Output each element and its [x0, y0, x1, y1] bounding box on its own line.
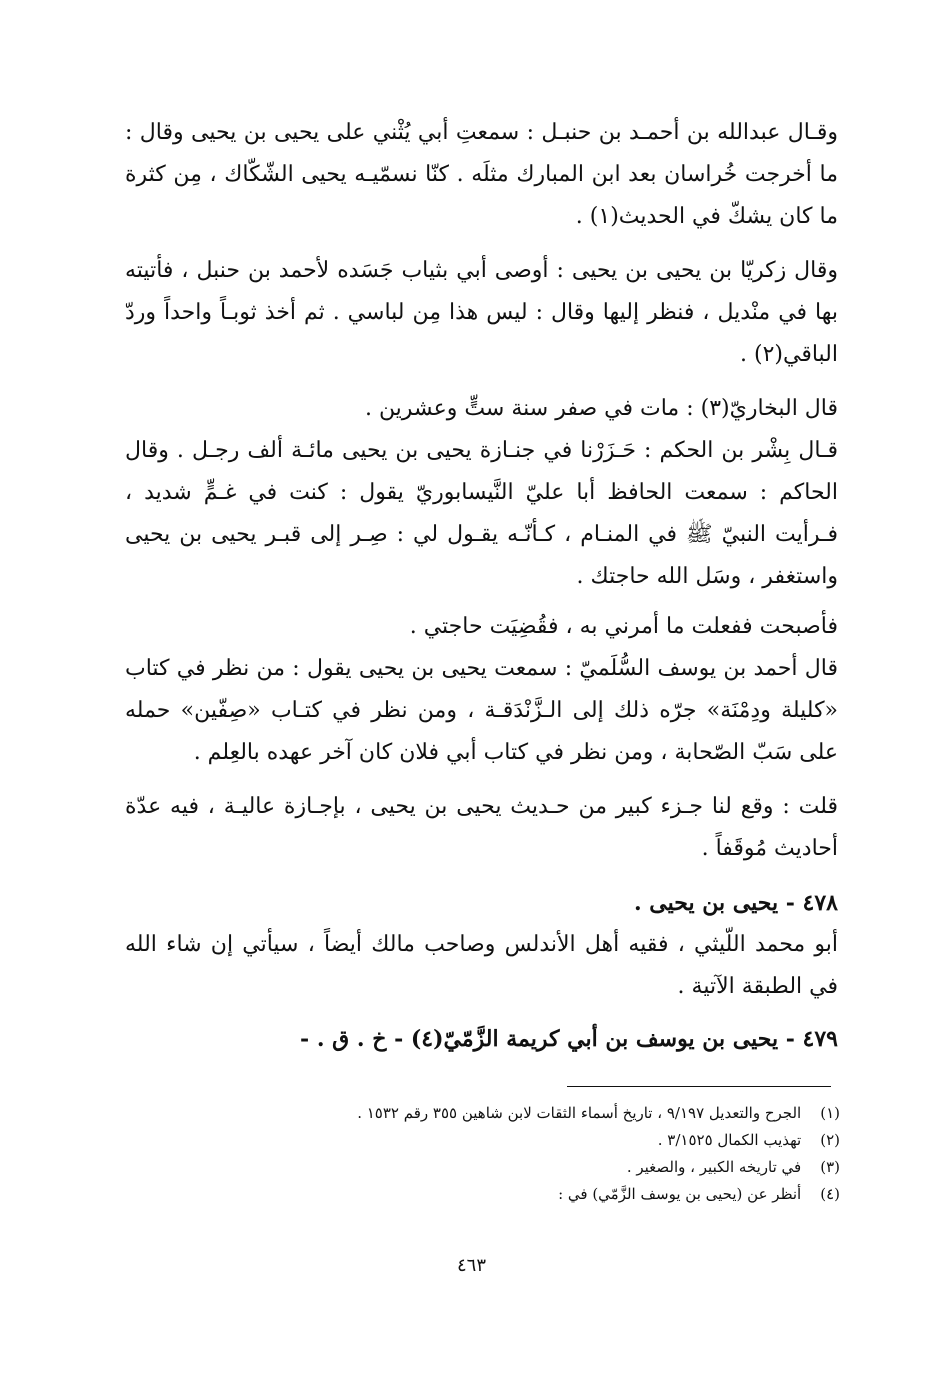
footnote-item — [240, 1100, 840, 1127]
paragraph-laythi: أبو محمد اللّيثي ، فقيه أهل الأندلس وصاحب مالك أيضاً ، سيأتي إن شاء الله في الطبقة الآتية . — [125, 932, 838, 999]
footnote-separator — [567, 1086, 831, 1087]
footnote-text: تهذيب الكمال ٣/١٥٢٥ . — [657, 1131, 802, 1149]
footnote-item — [240, 1181, 840, 1208]
footnote-text: أنظر عن (يحيى بن يوسف الزَّمّي) في : — [558, 1185, 802, 1203]
footnote-number: (٤) — [820, 1185, 840, 1203]
paragraph-bishr-hakim: قـال بِشْر بن الحكم : حَـزَرْنا في جنـازة يحيى بن يحيى مائـة ألف رجـل . وقال الحاكم : سمعت الحافظ أبا عليّ النَّيسابوريّ يقول : كنت في غـمٍّ شديد ، فـرأيت النبيّ ﷺ في المنـام ، كـأنّـه يقـول لي : صِـر إلى قبـر يحيى بن يحيى واستغفر ، وسَل الله حاجتك . — [125, 438, 839, 589]
footnote-item — [240, 1127, 840, 1154]
footnote-number: (١) — [820, 1104, 840, 1122]
footnote-number: (٣) — [820, 1158, 840, 1176]
entry-heading-479: ٤٧٩ - يحيى بن يوسف بن أبي كريمة الزَّمّيّ(٤) - خ . ق . - — [300, 1026, 838, 1052]
footnote-text: الجرح والتعديل ٩/١٩٧ ، تاريخ أسماء الثقات لابن شاهين ٣٥٥ رقم ١٥٣٢ . — [357, 1104, 802, 1122]
paragraph-sulami-quote: قال أحمد بن يوسف السُّلَميّ : سمعت يحيى بن يحيى يقول : من نظر في كتاب «كليلة ودِمْنَة» جرّه ذلك إلى الـزَّنْدَقـة ، ومن نظر في كتـاب «صِفّين» حمله على سَبّ الصّحابة ، ومن نظر في كتاب أبي فلان كان آخر عهده بالعِلم . — [125, 656, 838, 765]
paragraph-abdullah-quote: وقـال عبدالله بن أحمـد بن حنبـل : سمعتِ أبي يُثْني على يحيى بن يحيى وقال : ما أخرجت خُراسان بعد ابن المبارك مثلَه . كنّا نسمّيـه يحيى الشّكّاك ، مِن كثرة ما كان يشكّ في الحديث(١) . — [125, 120, 838, 229]
entry-heading-478: ٤٧٨ - يحيى بن يحيى . — [633, 890, 838, 916]
page-number: ٤٦٣ — [456, 1255, 486, 1276]
footnotes — [240, 1100, 840, 1208]
paragraph-zakariya-quote: وقال زكريّا بن يحيى بن يحيى : أوصى أبي بثياب جَسَده لأحمد بن حنبل ، فأتيته بها في منْديل ، فنظر إليها وقال : ليس هذا مِن لباسي . ثم أخذ ثوبـاً واحداً وردّ الباقي(٢) . — [125, 258, 838, 367]
footnote-item — [240, 1154, 840, 1181]
footnote-number: (٢) — [820, 1131, 840, 1149]
paragraph-author-note: قلت : وقع لنا جـزء كبير من حـديث يحيى بن يحيى ، بإجـازة عاليـة ، فيه عدّة أحاديث مُوقَفاً . — [125, 794, 838, 861]
paragraph-bukhari-death: قال البخاريّ(٣) : مات في صفر سنة ستٍّ وعشرين . — [364, 396, 838, 421]
footnote-text: في تاريخه الكبير ، والصغير . — [626, 1158, 802, 1176]
paragraph-morning: فأصبحت ففعلت ما أمرني به ، فقُضِيَت حاجتي . — [409, 614, 838, 639]
